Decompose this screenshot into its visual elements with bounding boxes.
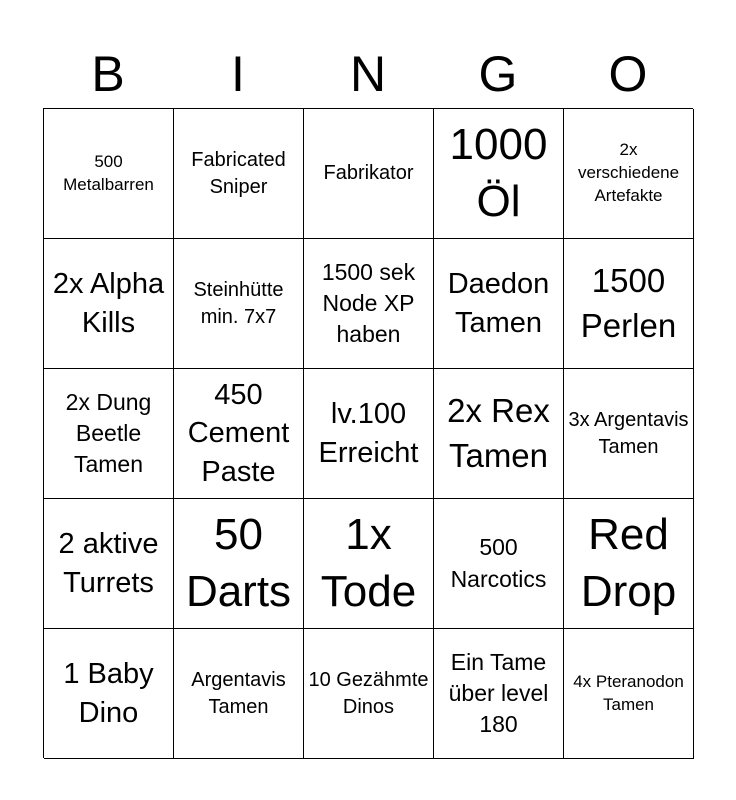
bingo-cell-text: Fabricated Sniper	[191, 148, 286, 198]
bingo-cell-text: 50 Darts	[185, 510, 292, 616]
header-letter-n: N	[349, 46, 387, 102]
bingo-cell[interactable]	[434, 369, 564, 499]
bingo-cell-text: Fabrikator	[323, 162, 414, 184]
bingo-cell[interactable]	[304, 369, 434, 499]
bingo-cell-text: 2x Dung Beetle Tamen	[65, 388, 152, 478]
bingo-cell[interactable]	[174, 109, 304, 239]
bingo-cell-text: 2x Alpha Kills	[52, 267, 165, 339]
bingo-cell[interactable]	[564, 369, 694, 499]
bingo-cell-text: 2x Rex Tamen	[447, 391, 550, 474]
bingo-cell[interactable]	[304, 239, 434, 369]
bingo-cell-text: 2 aktive Turrets	[58, 527, 159, 599]
bingo-cell-text: 500 Narcotics	[450, 534, 547, 592]
bingo-cell[interactable]	[44, 109, 174, 239]
bingo-cell-text: lv.100 Erreicht	[318, 397, 419, 469]
bingo-cell[interactable]	[304, 629, 434, 759]
bingo-cell[interactable]	[434, 239, 564, 369]
bingo-cell[interactable]	[564, 239, 694, 369]
bingo-cell[interactable]	[44, 239, 174, 369]
bingo-cell[interactable]	[44, 499, 174, 629]
bingo-cell[interactable]	[174, 239, 304, 369]
bingo-cell[interactable]	[44, 369, 174, 499]
bingo-cell-text: 3x Argentavis Tamen	[568, 408, 689, 458]
bingo-cell-text: 4x Pteranodon Tamen	[573, 671, 684, 714]
bingo-cell[interactable]	[304, 499, 434, 629]
bingo-cell[interactable]	[434, 499, 564, 629]
bingo-cell-text: Daedon Tamen	[447, 267, 550, 339]
header-letter-i: I	[231, 46, 245, 102]
header-letter-b: B	[91, 46, 125, 102]
bingo-cell-text: 1500 sek Node XP haben	[321, 258, 416, 348]
bingo-grid	[43, 108, 693, 758]
header-letter-g: G	[478, 46, 518, 102]
bingo-cell-text: 1500 Perlen	[580, 261, 677, 344]
bingo-cell-text: 10 Gezähmte Dinos	[308, 668, 429, 718]
bingo-cell-text: Red Drop	[580, 510, 677, 616]
bingo-header	[43, 40, 693, 108]
bingo-cell[interactable]	[174, 369, 304, 499]
bingo-cell-text: 1 Baby Dino	[63, 657, 154, 729]
bingo-cell[interactable]	[564, 109, 694, 239]
bingo-cell[interactable]	[174, 629, 304, 759]
bingo-cell[interactable]	[174, 499, 304, 629]
bingo-cell[interactable]	[44, 629, 174, 759]
bingo-cell-text: 500 Metalbarren	[63, 151, 154, 194]
bingo-cell[interactable]	[434, 629, 564, 759]
bingo-cell-text: 1x Tode	[320, 510, 417, 616]
bingo-cell[interactable]	[434, 109, 564, 239]
header-letter-o: O	[608, 46, 648, 102]
bingo-cell-text: Ein Tame über level 180	[448, 648, 549, 738]
bingo-cell[interactable]	[564, 629, 694, 759]
bingo-cell[interactable]	[564, 499, 694, 629]
bingo-cell-text: 450 Cement Paste	[187, 378, 290, 488]
bingo-cell[interactable]	[304, 109, 434, 239]
bingo-cell-text: 1000 Öl	[449, 120, 548, 226]
bingo-cell-text: 2x verschiedene Artefakte	[577, 140, 680, 205]
bingo-cell-text: Argentavis Tamen	[191, 668, 286, 718]
bingo-cell-text: Steinhütte min. 7x7	[193, 278, 284, 328]
